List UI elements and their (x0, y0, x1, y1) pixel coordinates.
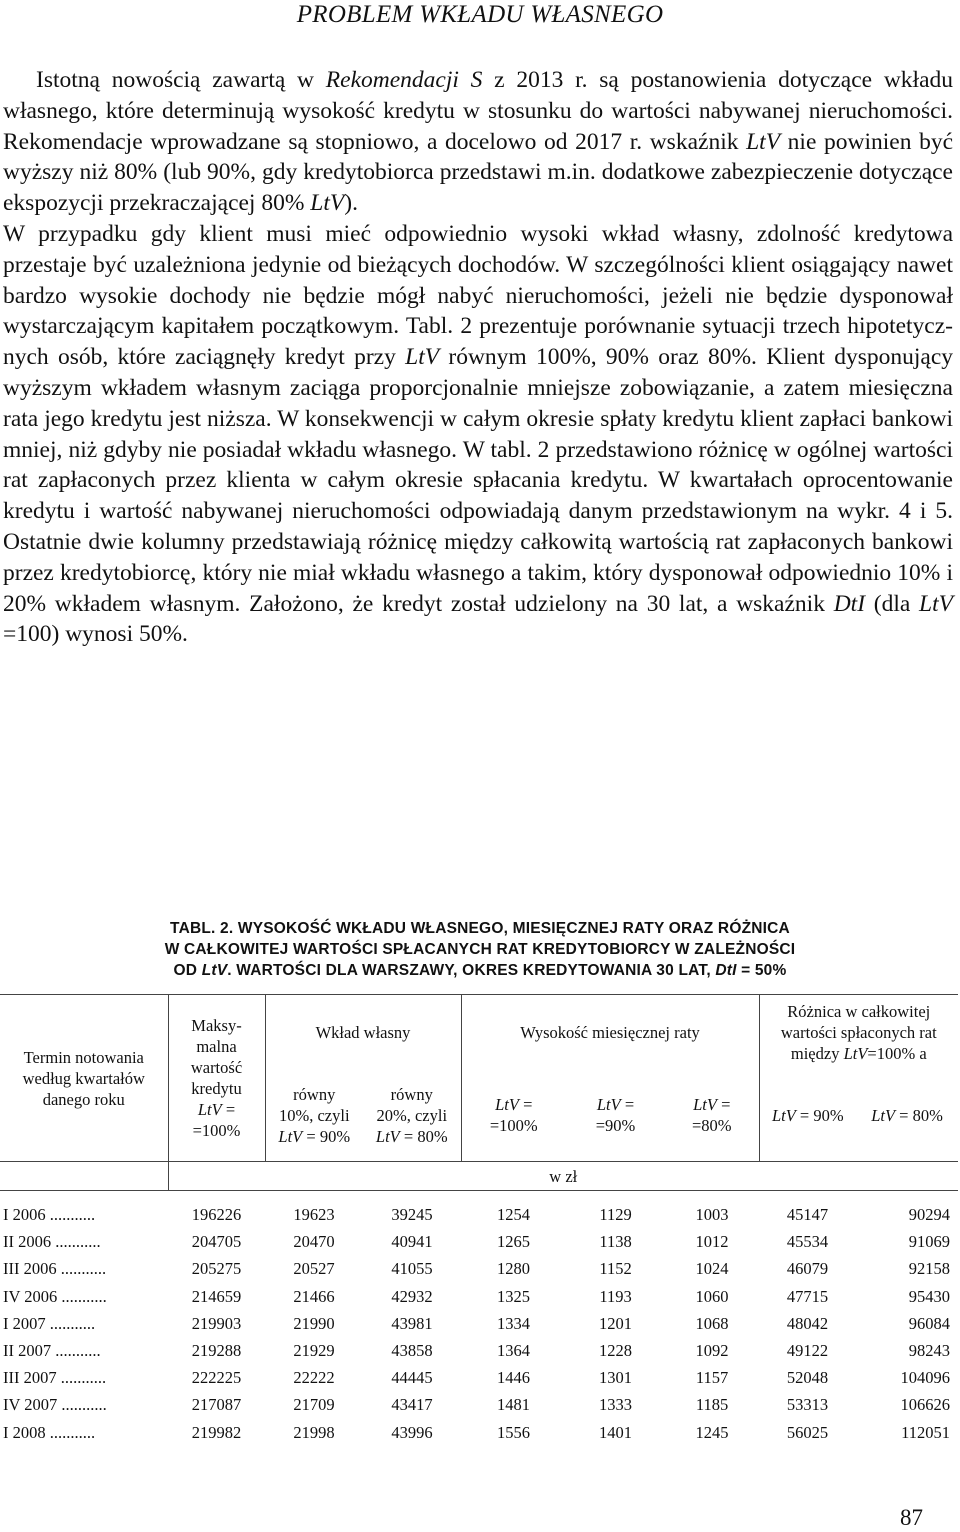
table-cell-value: 21990 (293, 1313, 335, 1333)
italic-run: LtV (375, 1126, 400, 1146)
table-cell-value: 49122 (786, 1341, 829, 1361)
table-cell-value: 1301 (599, 1368, 633, 1388)
body-text (3, 65, 953, 650)
table-cell-value: 43858 (391, 1341, 433, 1361)
header-own-contribution: Wkład własny (265, 995, 461, 1070)
table-cell-value: 20470 (293, 1232, 335, 1252)
table-cell-value: 39245 (391, 1205, 433, 1225)
table-cell-value: 43417 (391, 1395, 433, 1415)
table-cell-value: 21466 (293, 1286, 335, 1306)
italic-run: LtV (197, 1100, 222, 1119)
table-cell-value: 217087 (191, 1395, 242, 1415)
table-cell-value: 106626 (900, 1395, 951, 1415)
table-title: TABL. 2. WYSOKOŚĆ WKŁADU WŁASNEGO, MIESIĘCZNEJ RATY ORAZ RÓŻNICA W CAŁKOWITEJ WARTOŚCI SPŁACANYCH RAT KREDYTOBIORCY W ZALEŻNOŚCI OD LtV. WARTOŚCI DLA WARSZAWY, OKRES KREDYTOWANIA 30 LAT, DtI = 50% (164, 920, 796, 979)
table-cell-value: 219903 (191, 1313, 242, 1333)
table-cell-value: 1201 (599, 1313, 633, 1333)
table-cell-value: 1185 (695, 1395, 729, 1415)
table-cell-value: 45147 (786, 1205, 829, 1225)
table-cell-value: 92158 (908, 1259, 951, 1279)
header-max-credit: Maksy- malna wartość kredytu LtV = =100% (168, 995, 265, 1162)
table-cell-value: 1228 (599, 1341, 633, 1361)
table-cell-value: 204705 (191, 1232, 242, 1252)
page-number: 87 (900, 1505, 923, 1530)
table-cell-value: 96084 (908, 1313, 951, 1333)
table-cell-value: 1193 (599, 1286, 632, 1306)
table-cell-term: IV 2007 ........... (3, 1395, 107, 1415)
italic-run: LtV (871, 1105, 896, 1125)
italic-run: LtV (596, 1095, 621, 1114)
table-cell-value: 91069 (908, 1232, 951, 1252)
table-cell-value: 205275 (191, 1259, 242, 1279)
table-row (0, 1391, 958, 1418)
table-cell-value: 48042 (786, 1313, 829, 1333)
table-cell-value: 219982 (191, 1422, 242, 1442)
italic-run: LtV (919, 590, 953, 617)
header-term: Termin notowania według kwartałów danego roku (22, 1047, 145, 1109)
table-row (0, 1310, 958, 1337)
table-row (0, 1201, 958, 1228)
data-table (0, 994, 958, 1446)
table-cell-term: I 2006 ........... (3, 1205, 96, 1225)
table-cell-value: 1060 (695, 1286, 729, 1306)
italic-run: LtV (310, 190, 345, 217)
header-rate-80: LtV = =80% (691, 1095, 732, 1135)
table-cell-value: 1481 (497, 1395, 531, 1415)
table-cell-value: 1556 (497, 1422, 531, 1442)
table-row (0, 1283, 958, 1310)
table-cell-term: III 2006 ........... (3, 1259, 107, 1279)
table-cell-term: IV 2006 ........... (3, 1286, 107, 1306)
table-cell-value: 1138 (599, 1232, 632, 1252)
table-cell-term: I 2008 ........... (3, 1422, 96, 1442)
italic-run: DtI (833, 590, 866, 617)
table-cell-value: 47715 (786, 1286, 829, 1306)
unit-label: w zł (168, 1162, 958, 1191)
table-cell-value: 41055 (391, 1259, 433, 1279)
table-cell-value: 19623 (293, 1205, 335, 1225)
table-cell-value: 1129 (599, 1205, 632, 1225)
italic-run: DtI (715, 962, 737, 979)
table-cell-value: 44445 (391, 1368, 433, 1388)
table-cell-value: 222225 (191, 1368, 242, 1388)
table-cell-value: 21929 (293, 1341, 335, 1361)
table-cell-value: 1092 (695, 1341, 729, 1361)
table-cell-value: 1245 (695, 1422, 729, 1442)
table-cell-term: III 2007 ........... (3, 1368, 107, 1388)
table-cell-value: 1254 (497, 1205, 531, 1225)
table-cell-value: 1265 (497, 1232, 531, 1252)
table-row (0, 1228, 958, 1255)
paragraph-2: W przypadku gdy klient musi mieć odpowiednio wysoki wkład własny, zdolność kredytowa przestaje być uzależniona jedynie od bieżących dochodów. W szczególności klient osiągający nawet bardzo wysokie dochody nie będzie mógł nabyć nieruchomości, jeżeli nie będzie dysponował wystarczającym kapitałem początkowym. Tabl. 2 prezentuje porównanie sytuacji trzech hipotetycznych osób, które zaciągnęły kredyt przy LtV równym 100%, 90% oraz 80%. Klient dysponujący wyższym wkładem własnym zaciąga proporcjonalnie mniejsze zobowiązanie, a zatem miesięczna rata jego kredytu jest niższa. W konsekwencji w całym okresie spłaty kredytu klient zapłaci bankowi mniej, niż gdyby nie posiadał wkładu własnego. W tabl. 2 przedstawiono różnicę w ogólnej wartości rat zapłaconych przez klienta w całym okresie spłacania kredytu. W kwartałach oprocentowanie kredytu i wartość nabywanej nieruchomości odpowiadają danym przedstawionym na wykr. 4 i 5. Ostatnie dwie kolumny przedstawiają różnicę między całkowitą wartością rat zapłaconych bankowi przez kredytobiorcę, który nie miał wkładu własnego a takim, który dysponował odpowiednio 10% i 20% wkładem własnym. Założono, że kredyt został udzielony na 30 lat, a wskaźnik DtI (dla LtV =100) wynosi 50%. (3, 220, 953, 648)
table-cell-term: I 2007 ........... (3, 1313, 96, 1333)
italic-run: LtV (495, 1095, 519, 1114)
table-cell-value: 98243 (908, 1341, 951, 1361)
table-cell-value: 1012 (695, 1232, 729, 1252)
paragraph-1: Istotną nowością zawartą w Rekomendacji S z 2013 r. są postanowienia dotyczące wkładu własnego, które determinują wysokość kredytu w stosunku do wartości nabywanej nieruchomości. Rekomendacje wprowadzane są stopniowo, a docelowo od 2017 r. wskaźnik LtV nie powinien być wyższy niż 80% (lub 90%, gdy kredytobiorca przedstawi m.in. dodatkowe zabezpieczenie dotyczące ekspozycji przekraczającej 80% LtV). (3, 67, 954, 217)
table-cell-value: 45534 (786, 1232, 829, 1252)
table-cell-value: 95430 (908, 1286, 951, 1306)
table-cell-value: 90294 (908, 1205, 951, 1225)
table-cell-term: II 2007 ........... (3, 1341, 101, 1361)
italic-run: Rekomendacji S (325, 67, 483, 93)
italic-run: LtV (278, 1126, 303, 1146)
table-cell-value: 1333 (599, 1395, 633, 1415)
table-cell-value: 53313 (786, 1395, 829, 1415)
running-head: PROBLEM WKŁADU WŁASNEGO (296, 1, 664, 28)
table-cell-value: 52048 (786, 1368, 829, 1388)
header-rate-100: LtV = =100% (461, 1069, 566, 1162)
header-diff-80: LtV = 80% (871, 1105, 943, 1125)
table-cell-value: 214659 (191, 1286, 242, 1306)
table-cell-value: 1003 (695, 1205, 729, 1225)
italic-run: LtV (693, 1095, 717, 1114)
table-cell-value: 196226 (191, 1205, 242, 1225)
header-diff-90: LtV = 90% (759, 1069, 856, 1162)
table-cell-term: II 2006 ........... (3, 1232, 101, 1252)
table-cell-value: 46079 (786, 1259, 829, 1279)
table-row (0, 1255, 958, 1282)
table-cell-value: 42932 (391, 1286, 433, 1306)
table-cell-value: 22222 (293, 1368, 335, 1388)
header-total-difference: Różnica w całkowitej wartości spłaconych rat między LtV=100% a (759, 995, 958, 1070)
table-cell-value: 1325 (497, 1286, 531, 1306)
header-monthly-rate: Wysokość miesięcznej raty (461, 995, 759, 1070)
table-cell-value: 1068 (695, 1313, 729, 1333)
italic-run: LtV (771, 1105, 796, 1125)
header-own-10: równy 10%, czyli LtV = 90% (265, 1069, 363, 1162)
table-cell-value: 56025 (786, 1422, 829, 1442)
table-cell-value: 1024 (695, 1259, 729, 1279)
table-cell-value: 104096 (900, 1368, 951, 1388)
italic-run: LtV (843, 1043, 868, 1063)
header-own-20: równy 20%, czyli LtV = 80% (375, 1084, 448, 1146)
table-cell-value: 20527 (293, 1259, 335, 1279)
table-cell-value: 1446 (497, 1368, 531, 1388)
table-cell-value: 1152 (599, 1259, 632, 1279)
table-cell-value: 112051 (901, 1422, 951, 1442)
table-cell-value: 1334 (497, 1313, 531, 1333)
table-row (0, 1364, 958, 1391)
italic-run: LtV (201, 962, 228, 979)
table-cell-value: 1157 (695, 1368, 729, 1388)
table-cell-value: 219288 (191, 1341, 242, 1361)
header-rate-90: LtV = =90% (595, 1095, 636, 1135)
table-cell-value: 21709 (293, 1395, 335, 1415)
table-cell-value: 1280 (497, 1259, 531, 1279)
italic-run: LtV (405, 344, 440, 371)
table-cell-value: 1401 (599, 1422, 633, 1442)
table-cell-value: 1364 (497, 1341, 531, 1361)
table-row (0, 1419, 958, 1446)
table-cell-value: 43996 (391, 1422, 433, 1442)
table-cell-value: 21998 (293, 1422, 335, 1442)
table-cell-value: 40941 (391, 1232, 433, 1252)
table-cell-value: 43981 (391, 1313, 433, 1333)
italic-run: LtV (746, 128, 781, 155)
table-row (0, 1337, 958, 1364)
